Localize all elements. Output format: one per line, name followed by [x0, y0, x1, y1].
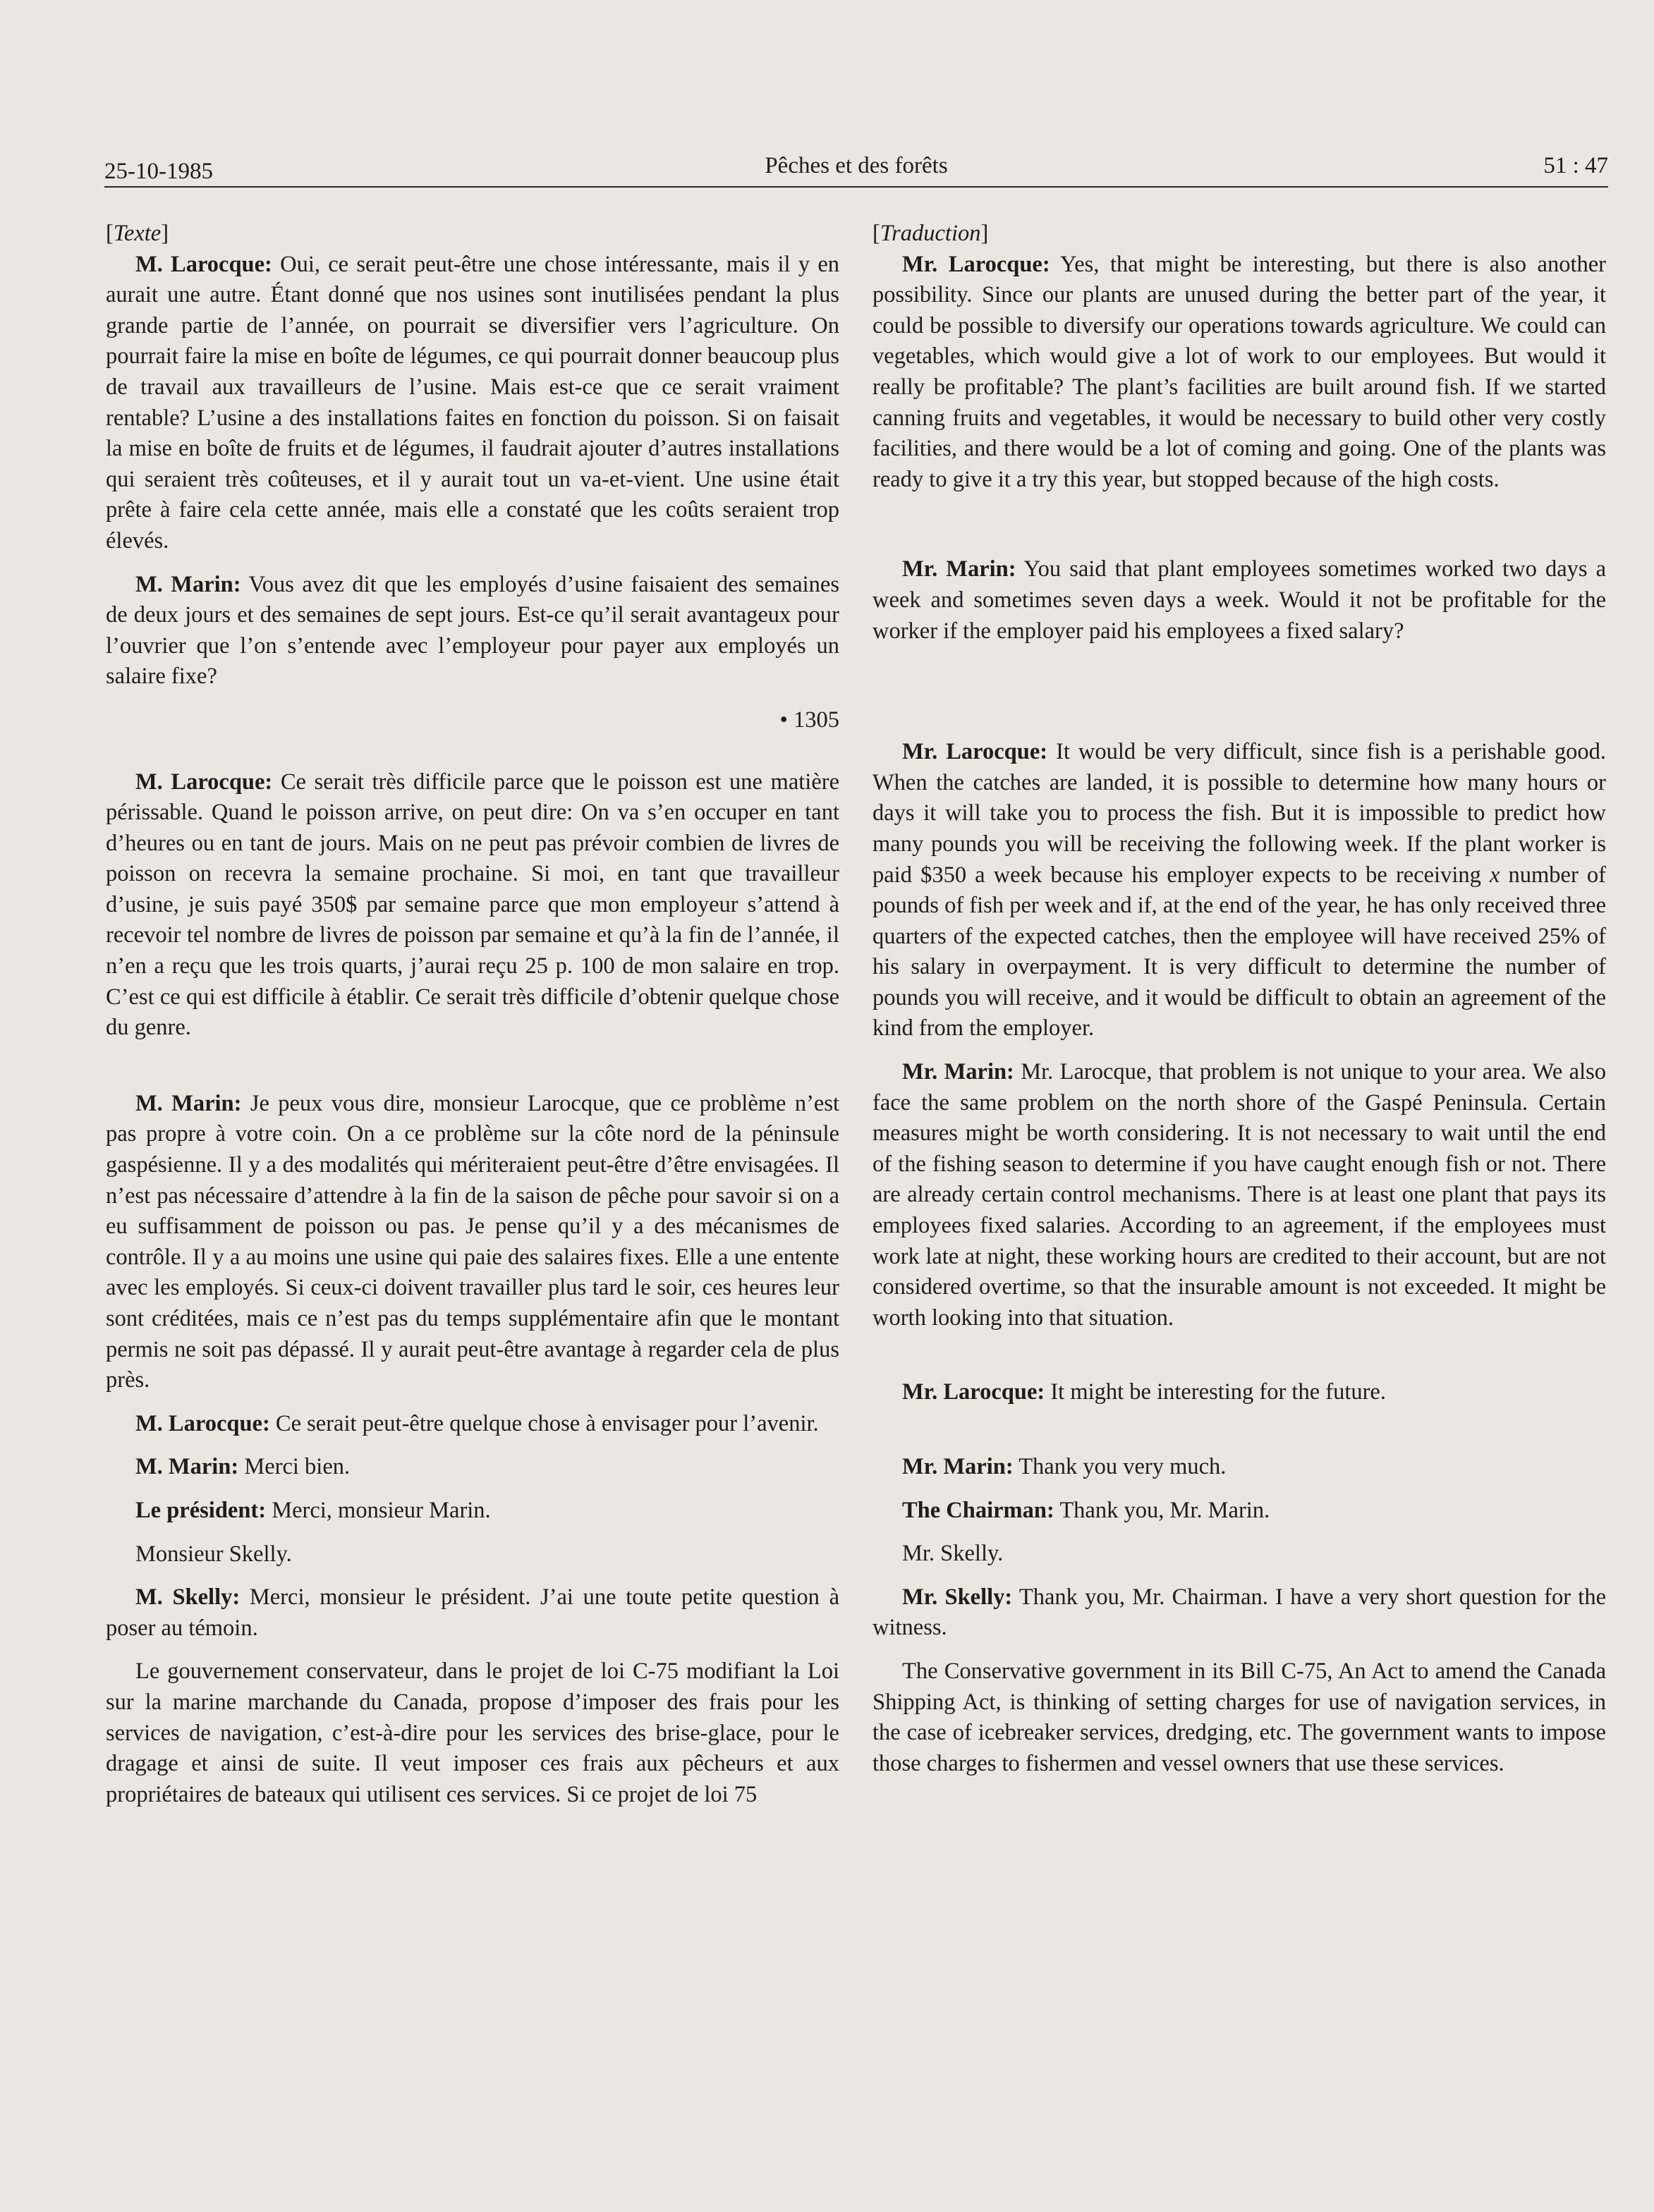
paragraph: Le président: Merci, monsieur Marin. [135, 1497, 491, 1523]
page-header [104, 147, 1608, 185]
paragraph: M. Larocque: Oui, ce serait peut-être une chose intéressante, mais il y en aurait une autre. Étant donné que nos usines sont inutilisées pendant la plus grande partie de l’année, on pourrait se diversifier vers l’agriculture. On pourrait faire la mise en boîte de légumes, ce qui pourrait donner beaucoup plus de travail aux travailleurs de l’usine. Mais est-ce que ce serait vraiment rentable? L’usine a des installations faites en fonction du poisson. Si on faisait la mise en boîte de fruits et de légumes, il faudrait ajouter d’autres installations qui seraient très coûteuses, et il y aurait tout un va-et-vient. Une usine était prête à faire cela cette année, mais elle a constaté que les coûts seraient trop élevés. [106, 251, 840, 554]
speaker-name: Mr. Larocque: [902, 739, 1048, 765]
speaker-name: M. Marin: [135, 1454, 239, 1480]
speaker-name: Le président: [135, 1497, 267, 1523]
paragraph: M. Marin: Vous avez dit que les employés d’usine faisaient des semaines de deux jours et des semaines de sept jours. Est-ce qu’il serait avantageux pour l’ouvrier que l’on s’entende avec l’employeur pour payer aux employés un salaire fixe? [106, 571, 839, 690]
header-rule [104, 186, 1608, 188]
paragraph: Mr. Skelly. [902, 1541, 1004, 1567]
paragraph: Mr. Larocque: Yes, that might be interesting, but there is also another possibility. Since our plants are unused during the better part of the year, it could be possible to diversify our operations towards agriculture. We could can vegetables, which would give a lot of work to our employees. But would it really be profitable? The plant’s facilities are built around fish. If we started canning fruits and vegetables, it would be necessary to build other very costly facilities, and there would be a lot of coming and going. One of the plants was ready to give it a try this year, but stopped because of the high costs. [872, 251, 1607, 492]
speaker-name: Mr. Larocque: [902, 251, 1050, 277]
speaker-name: Mr. Marin: [902, 556, 1016, 582]
speaker-name: Mr. Larocque: [902, 1379, 1045, 1405]
paragraph: Mr. Larocque: It would be very difficult, since fish is a perishable good. When the catches are landed, it is possible to determine how many hours or days it will take you to process the fish. But it is impossible to predict how many pounds you will be receiving the following week. If the plant worker is paid $350 a week because his employer expects to be receiving x number of pounds of fish per week and if, at the end of the year, he has only received three quarters of the expected catches, then the employee will have received 25% of his salary in overpayment. It is very difficult to determine the number of pounds you will receive, and it would be difficult to obtain an agreement of the kind from the employer. [872, 739, 1606, 1041]
paragraph: M. Skelly: Merci, monsieur le président. J’ai une toute petite question à poser au témoin. [106, 1584, 840, 1641]
speaker-name: Mr. Marin: [902, 1454, 1014, 1479]
speaker-name: Mr. Skelly: [902, 1584, 1013, 1610]
header-page-ref: 51 : 47 [1543, 153, 1608, 178]
paragraph: The Conservative government in its Bill C-75, An Act to amend the Canada Shipping Act, is thinking of setting charges for use of navigation services, in the case of icebreaker services, dredging, etc. The government wants to impose those charges to fishermen and vessel owners that use these services. [872, 1658, 1606, 1776]
paragraph: Mr. Skelly: Thank you, Mr. Chairman. I have a very short question for the witness. [872, 1584, 1607, 1641]
header-date: 25-10-1985 [104, 159, 213, 184]
paragraph: Le gouvernement conservateur, dans le projet de loi C-75 modifiant la Loi sur la marine marchande du Canada, propose d’imposer des frais pour les services de navigation, c’est-à-dire pour les services des brise-glace, pour le dragage et ainsi de suite. Il veut imposer ces frais aux pêcheurs et aux propriétaires de bateaux qui utilisent ces services. Si ce projet de loi 75 [106, 1658, 839, 1807]
paragraph: Mr. Marin: Mr. Larocque, that problem is not unique to your area. We also face the same problem on the north shore of the Gaspé Peninsula. Certain measures might be worth considering. It is not necessary to wait until the end of the fishing season to determine if you have caught enough fish or not. There are already certain control mechanisms. There is at least one plant that pays its employees fixed salaries. According to an agreement, if the employees must work late at night, these working hours are credited to their account, but are not considered overtime, so that the insurable amount is not exceeded. It might be worth looking into that situation. [872, 1059, 1606, 1331]
paragraph: M. Larocque: Ce serait très difficile parce que le poisson est une matière périssable. Quand le poisson arrive, on peut dire: On va s’en occuper en tant d’heures ou en tant de jours. Mais on ne peut pas prévoir combien de livres de poisson on recevra la semaine prochaine. Si moi, en tant que travailleur d’usine, je suis payé 350$ par semaine parce que mon employeur s’attend à recevoir tel nombre de livres de poisson par semaine et qu’à la fin de l’année, il n’en a reçu que les trois quarts, j’aurai reçu 25 p. 100 de mon salaire en trop. C’est ce qui est difficile à établir. Ce serait très difficile d’obtenir quelque chose du genre. [106, 769, 839, 1041]
paragraph: Monsieur Skelly. [135, 1541, 292, 1567]
speaker-name: M. Marin: [135, 571, 241, 597]
paragraph: The Chairman: Thank you, Mr. Marin. [902, 1497, 1270, 1523]
text-tag: [Texte] [106, 221, 169, 246]
header-committee: Pêches et des forêts [765, 153, 948, 178]
speaker-name: M. Larocque: [135, 251, 272, 277]
speaker-name: M. Skelly: [135, 1584, 241, 1611]
paragraph: Mr. Marin: You said that plant employees sometimes worked two days a week and sometimes seven days a week. Would it not be profitable for the worker if the employer paid his employees a fixed salary? [872, 556, 1606, 644]
speaker-name: M. Larocque: [135, 769, 273, 795]
speaker-name: M. Larocque: [135, 1410, 270, 1436]
paragraph: M. Marin: Je peux vous dire, monsieur Larocque, que ce problème n’est pas propre à votre coin. On a ce problème sur la côte nord de la péninsule gaspésienne. Il y a des modalités qui mériteraient peut-être d’être envisagées. Il n’est pas nécessaire d’attendre à la fin de la saison de pêche pour savoir si on a eu suffisamment de poisson ou pas. Je pense qu’il y a des mécanismes de contrôle. Il y a au moins une usine qui paie des salaires fixes. Elle a une entente avec les employés. Si ceux-ci doivent travailler plus tard le soir, ces heures leur sont créditées, mais ce n’est pas du temps supplémentaire afin que le montant permis ne soit pas dépassé. Il y aurait peut-être avantage à regarder cela de plus près. [106, 1090, 840, 1393]
speaker-name: Mr. Marin: [902, 1059, 1014, 1085]
translation-tag: [Traduction] [872, 221, 989, 246]
time-stamp: • 1305 [779, 707, 839, 733]
speaker-name: M. Marin: [135, 1090, 242, 1116]
paragraph: M. Larocque: Ce serait peut-être quelque chose à envisager pour l’avenir. [135, 1410, 819, 1436]
french-column [106, 219, 839, 1810]
paragraph: Mr. Marin: Thank you very much. [902, 1454, 1227, 1479]
paragraph: M. Marin: Merci bien. [135, 1454, 351, 1480]
speaker-name: The Chairman: [902, 1497, 1054, 1523]
english-column [872, 219, 1606, 1779]
paragraph: Mr. Larocque: It might be interesting for the future. [902, 1379, 1386, 1405]
